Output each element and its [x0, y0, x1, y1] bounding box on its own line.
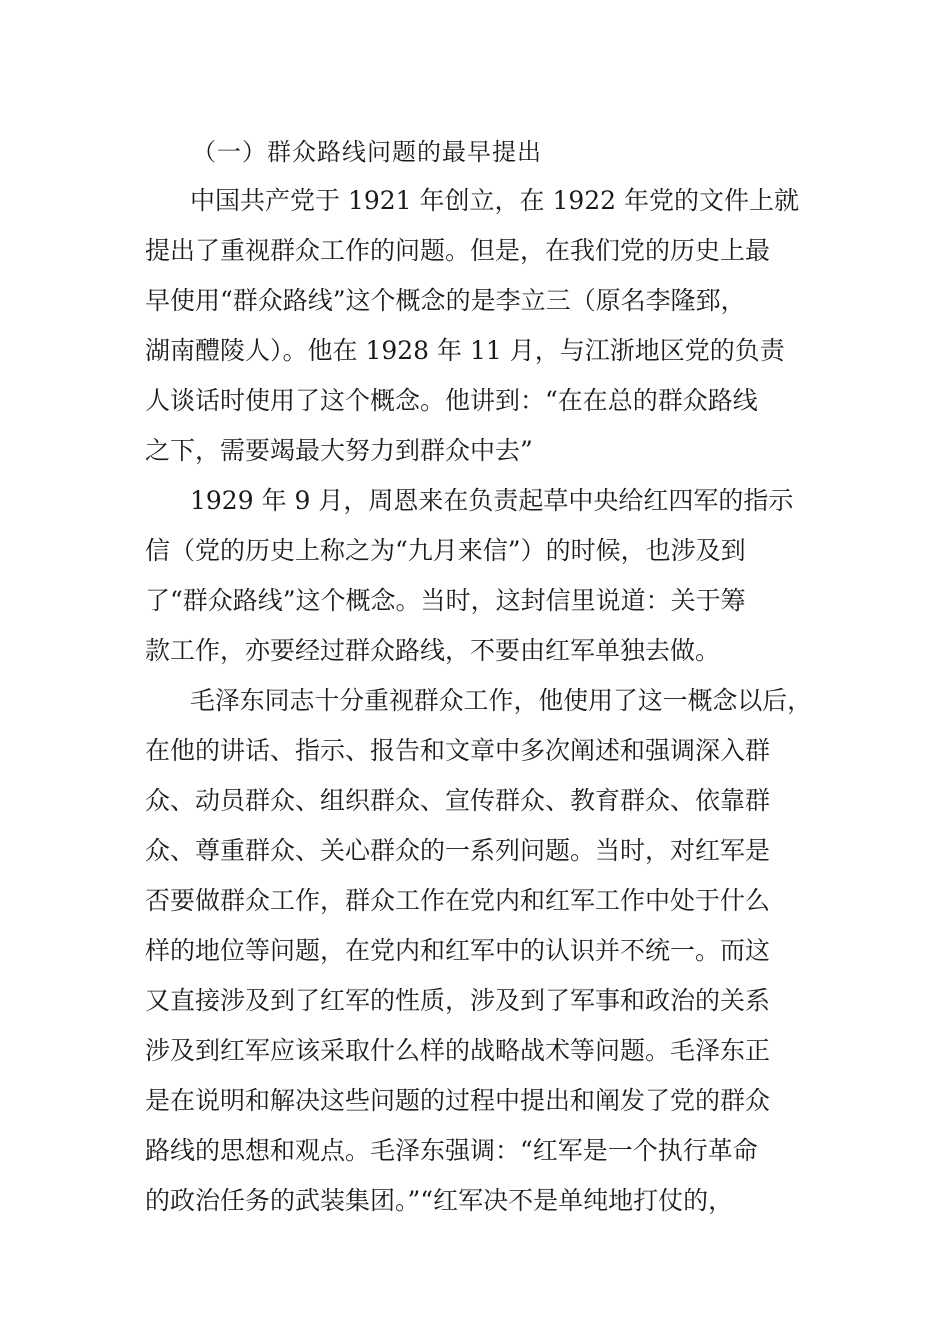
text-line: 提出了重视群众工作的问题。但是，在我们党的历史上最: [145, 236, 771, 265]
text-line: 的政治任务的武装集团。”“红军决不是单纯地打仗的，: [145, 1186, 734, 1215]
text-line: 信（党的历史上称之为“九月来信”）的时候，也涉及到: [145, 536, 746, 565]
text-line: 众、尊重群众、关心群众的一系列问题。当时，对红军是: [145, 836, 771, 865]
text-line: 湖南醴陵人）。他在 1928 年 11 月，与江浙地区党的负责: [145, 336, 785, 365]
text-line: 是在说明和解决这些问题的过程中提出和阐发了党的群众: [145, 1086, 771, 1115]
text-line: 早使用“群众路线”这个概念的是李立三（原名李隆郅，: [145, 286, 746, 315]
text-line: 之下，需要竭最大努力到群众中去”: [145, 436, 533, 465]
text-line: 在他的讲话、指示、报告和文章中多次阐述和强调深入群: [145, 736, 771, 765]
text-line: 1929 年 9 月，周恩来在负责起草中央给红四军的指示: [190, 486, 794, 515]
text-line: 款工作，亦要经过群众路线，不要由红军单独去做。: [145, 636, 721, 665]
text-line: 中国共产党于 1921 年创立，在 1922 年党的文件上就: [190, 186, 800, 215]
section-heading: （一）群众路线问题的最早提出: [192, 138, 542, 166]
text-line: 否要做群众工作，群众工作在党内和红军工作中处于什么: [145, 886, 771, 915]
text-line: 了“群众路线”这个概念。当时，这封信里说道：关于筹: [145, 586, 746, 615]
text-line: 样的地位等问题，在党内和红军中的认识并不统一。而这: [145, 936, 771, 965]
text-line: 又直接涉及到了红军的性质，涉及到了军事和政治的关系: [145, 986, 771, 1015]
text-line: 路线的思想和观点。毛泽东强调：“红军是一个执行革命: [145, 1136, 758, 1165]
text-line: 众、动员群众、组织群众、宣传群众、教育群众、依靠群: [145, 786, 771, 815]
text-line: 毛泽东同志十分重视群众工作，他使用了这一概念以后，: [190, 686, 813, 715]
text-line: 涉及到红军应该采取什么样的战略战术等问题。毛泽东正: [145, 1036, 771, 1065]
text-line: 人谈话时使用了这个概念。他讲到：“在在总的群众路线: [145, 386, 758, 415]
